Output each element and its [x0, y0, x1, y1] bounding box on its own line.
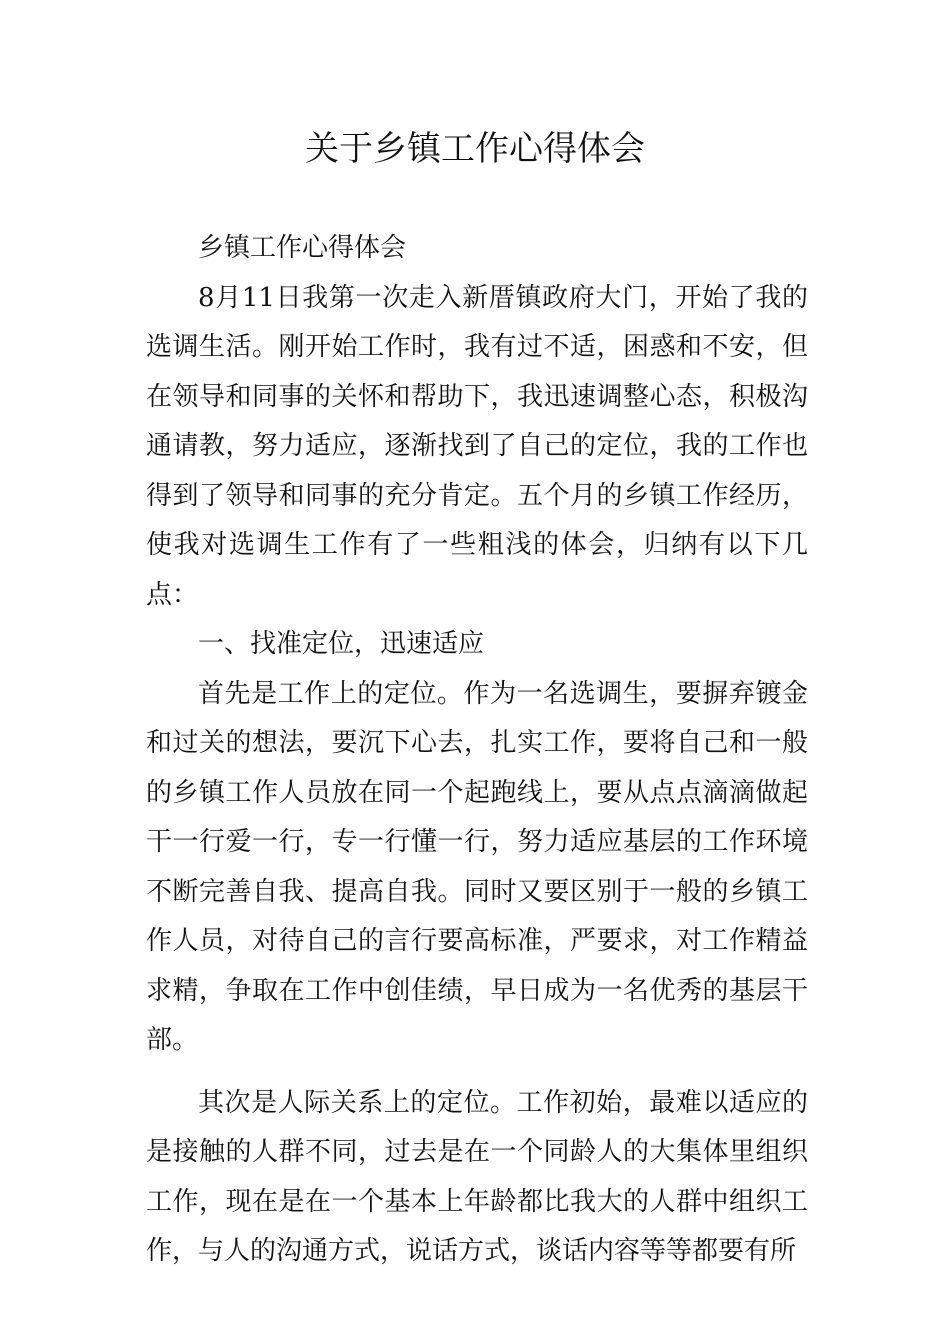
paragraph-work-positioning: 首先是工作上的定位。作为一名选调生，要摒弃镀金和过关的想法，要沉下心去，扎实工作，要将自己和一般的乡镇工作人员放在同一个起跑线上，要从点点滴滴做起干一行爱一行，专一行懂一行，努力适应基层的工作环境不断完善自我、提高自我。同时又要区别于一般的乡镇工作人员，对待自己的言行要高标准，严要求，对工作精益求精，争取在工作中创佳绩，早日成为一名优秀的基层干部。	[146, 678, 808, 1055]
document-body	[146, 224, 808, 1277]
paragraph-relationship-positioning: 其次是人际关系上的定位。工作初始，最难以适应的是接触的人群不同，过去是在一个同龄人的大集体里组织工作，现在是在一个基本上年龄都比我大的人群中组织工作，与人的沟通方式，说话方式，谈话内容等等都要有所	[146, 1087, 808, 1266]
paragraph-intro: 8月11日我第一次走入新厝镇政府大门，开始了我的选调生活。刚开始工作时，我有过不适，困惑和不安，但在领导和同事的关怀和帮助下，我迅速调整心态，积极沟通请教，努力适应，逐渐找到了自己的定位，我的工作也得到了领导和同事的充分肯定。五个月的乡镇工作经历，使我对选调生工作有了一些粗浅的体会，归纳有以下几点：	[146, 282, 808, 610]
paragraph-subtitle: 乡镇工作心得体会	[198, 233, 407, 263]
section-heading-1: 一、找准定位，迅速适应	[198, 629, 485, 659]
document-title: 关于乡镇工作心得体会	[305, 129, 645, 169]
